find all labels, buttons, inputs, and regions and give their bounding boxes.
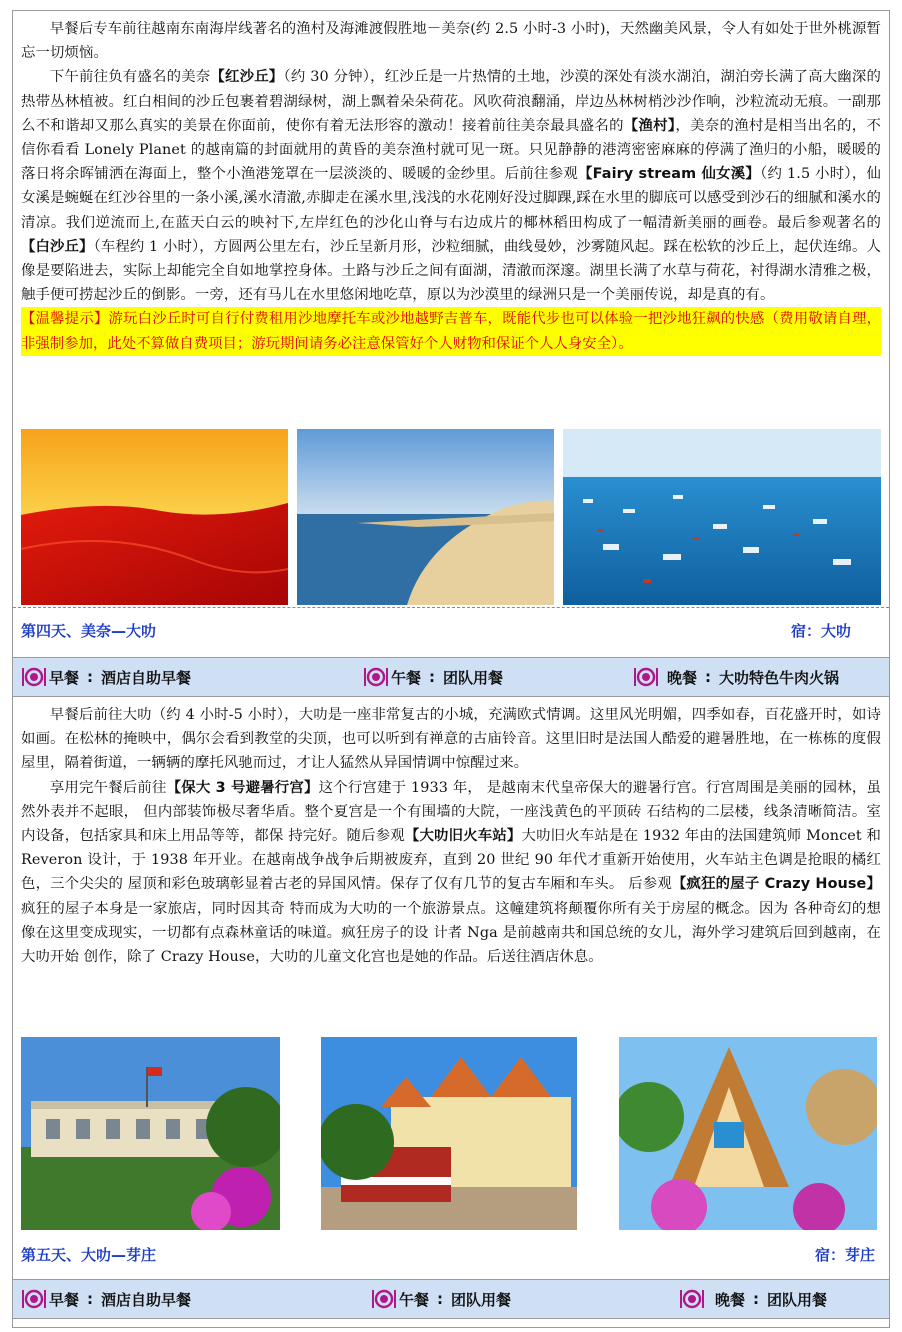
- day5-breakfast: 早餐 : 酒店自助早餐: [21, 1286, 191, 1312]
- plate-fork-knife-icon: [371, 1288, 397, 1310]
- day4-meal-bar: [13, 657, 889, 697]
- meal-value: 团队用餐: [443, 668, 504, 687]
- day4-stay: 宿：大叻: [790, 622, 851, 640]
- warm-tip: 【温馨提示】游玩白沙丘时可自行付费租用沙地摩托车或沙地越野吉普车，既能代步也可以体验一把沙地狂飙的快感（费用敬请自理，非强制参加，此处不算做自费项目；游玩期间请务必注意保管好个人财物和保证个人人身安全）。: [21, 307, 881, 355]
- meal-label: 早餐: [49, 1290, 80, 1309]
- text-run: 大叻旧火车站是在 1932 年由的法国建筑师 Moncet 和 Reveron 设计，于 1938 年开业。在越南战争战争后期被废弃，直到 20 世纪 90 年代才重新开始使用，火车站主色调是抢眼的橘红色，三个尖尖的 屋顶和彩色玻璃彰显着古老的异国风情。保存了仅有几节的复古车厢和车头。 后参观: [21, 828, 881, 893]
- meal-label: 晚餐: [715, 1290, 746, 1309]
- highlight-dalat-railway-station: 【大叻旧火车站】: [404, 828, 522, 845]
- paragraph-muine-intro: 早餐后专车前往越南东南海岸线著名的渔村及海滩渡假胜地－美奈(约 2.5 小时-3 小时)，天然幽美风景，令人有如处于世外桃源暂忘一切烦恼。: [21, 21, 881, 62]
- day4-dinner: 晚餐 : 大叻特色牛肉火锅: [633, 664, 839, 690]
- text-run: 疯狂的屋子本身是一家旅店，同时因其奇 特而成为大叻的一个旅游景点。这幢建筑将颠覆你所有关于房屋的概念。因为 各种奇幻的想像在这里变成现实，一切都有点森林童话的味道。疯狂房子的设 计者 Nga 是前越南共和国总统的女儿，海外学习建筑后回到越南，在大叻开始 创作，除了 Crazy House，大叻的儿童文化宫也是她的作品。后送往酒店休息。: [21, 900, 881, 966]
- meal-value: 团队用餐: [767, 1290, 828, 1309]
- plate-fork-knife-icon: [363, 666, 389, 688]
- plate-fork-knife-icon: [633, 666, 659, 688]
- dalat-railway-station-photo: [321, 1037, 577, 1230]
- muine-text-block: [13, 17, 889, 356]
- section-divider: [13, 607, 889, 608]
- day5-title: 第五天、大叻—芽庄: [21, 1246, 157, 1264]
- highlight-white-sand-dunes: 【白沙丘】: [21, 238, 94, 255]
- text-run: ，美奈的渔村是相当出名的，不信你看看 Lonely Planet 的越南篇的封面就用的黄昏的美奈渔村就可见一斑。只见静静的港湾密密麻麻的停满了渔归的小船，暖暖的落日将余晖铺洒在海面上，整个小渔港笼罩在一层淡淡的、暖暖的金纱里。后前往参观: [21, 117, 882, 183]
- highlight-fairy-stream: 【Fairy stream 仙女溪】: [578, 166, 761, 183]
- text-run: 这个行宫建于 1933 年， 是越南末代皇帝保大的避暑行宫。行宫周围是美丽的园林，虽然外表并不起眼， 但内部装饰极尽奢华盾。整个夏宫是一个有围墙的大院，一座浅黄色的平顶砖 石结构的二层楼，线条清晰简洁。室内设备，包括家具和床上用品等等，都保 持完好。随后参观: [21, 779, 881, 845]
- plate-fork-knife-icon: [21, 1288, 47, 1310]
- fishing-village-boats-photo: [563, 429, 881, 605]
- paragraph-dalat-intro: 早餐后前往大叻（约 4 小时-5 小时），大叻是一座非常复古的小城，充满欧式情调。这里风光明媚，四季如春，百花盛开时，如诗如画。在松林的掩映中，偶尔会看到教堂的尖顶，也可以听到有禅意的古庙铃音。这里旧时是法国人酷爱的避暑胜地，在一栋栋的度假屋里，隔着街道，一辆辆的摩托风驰而过，才让人猛然从异国情调中惊醒过来。: [21, 707, 881, 772]
- dalat-photo-row: [13, 1037, 889, 1233]
- paragraph-dalat-sights: [21, 776, 881, 970]
- day5-header: [13, 1235, 889, 1275]
- day4-header: [13, 611, 889, 651]
- day5-stay: 宿：芽庄: [814, 1246, 875, 1264]
- meal-value: 酒店自助早餐: [101, 1290, 192, 1309]
- meal-value: 团队用餐: [451, 1290, 512, 1309]
- paragraph-muine-sights: [21, 65, 881, 307]
- plate-fork-knife-icon: [679, 1288, 705, 1310]
- highlight-fishing-village: 【渔村】: [623, 117, 676, 134]
- text-run: （约 30 分钟），红沙丘是一片热情的土地，沙漠的深处有淡水湖泊，湖泊旁长满了高大幽深的热带丛林植被。红白相间的沙丘包裹着碧湖绿树，湖上飘着朵朵荷花。风吹荷浪翻涌，岸边丛林树梢沙沙作响，沙粒流动无痕。一副那么不和谐却又那么真实的美景在你面前，使你有着无法形容的激动！接着前往美奈最具盛名的: [21, 69, 881, 134]
- meal-label: 晚餐: [667, 668, 698, 687]
- text-run: （约 1.5 小时），仙女溪是蜿蜒在红沙谷里的一条小溪,溪水清澈,赤脚走在溪水里,浅浅的水花刚好没过脚踝,踩在水里的脚底可以感受到沙石的细腻和溪水的清凉。我们逆流而上,在蓝天白云的映衬下,左岸红色的沙化山脊与右边成片的椰林稻田构成了一幅清新美丽的画卷。最后参观著名的: [21, 166, 881, 231]
- highlight-crazy-house: 【疯狂的屋子 Crazy House】: [671, 876, 881, 893]
- bao-dai-palace-photo: [21, 1037, 280, 1230]
- itinerary-page: [12, 10, 890, 1328]
- meal-label: 午餐: [391, 668, 422, 687]
- highlight-bao-dai-palace: 【保大 3 号避暑行宫】: [166, 779, 319, 796]
- day5-lunch: 午餐 : 团队用餐: [371, 1286, 511, 1312]
- meal-value: 大叻特色牛肉火锅: [719, 668, 840, 687]
- meal-label: 早餐: [49, 668, 80, 687]
- dalat-text-block: [13, 703, 889, 969]
- day4-lunch: 午餐 : 团队用餐: [363, 664, 503, 690]
- meal-value: 酒店自助早餐: [101, 668, 192, 687]
- plate-fork-knife-icon: [21, 666, 47, 688]
- text-run: （车程约 1 小时），方圆两公里左右，沙丘呈新月形，沙粒细腻，曲线曼妙，沙雾随风起。踩在松软的沙丘上，起伏连绵。人像是要陷进去，实际上却能完全自如地掌控身体。土路与沙丘之间有面湖，清澈而深邃。湖里长满了水草与荷花，衬得湖水清雅之极，触手便可捞起沙丘的倒影。一旁，还有马儿在水里悠闲地吃草，原以为沙漠里的绿洲只是一个美丽传说，却是真的有。: [21, 238, 881, 304]
- text-run: 享用完午餐后前往: [49, 779, 167, 796]
- red-sand-dune-photo: [21, 429, 288, 605]
- crazy-house-photo: [619, 1037, 877, 1230]
- day5-dinner: 晚餐 : 团队用餐: [679, 1286, 827, 1312]
- day5-meal-bar: [13, 1279, 889, 1319]
- text-run: 下午前往负有盛名的美奈: [49, 69, 211, 86]
- highlight-red-sand-dunes: 【红沙丘】: [210, 69, 284, 86]
- muine-photo-row: [13, 429, 889, 607]
- day4-title: 第四天、美奈—大叻: [21, 622, 157, 640]
- day4-breakfast: 早餐 : 酒店自助早餐: [21, 664, 191, 690]
- white-sand-dune-lake-photo: [297, 429, 554, 605]
- meal-label: 午餐: [399, 1290, 430, 1309]
